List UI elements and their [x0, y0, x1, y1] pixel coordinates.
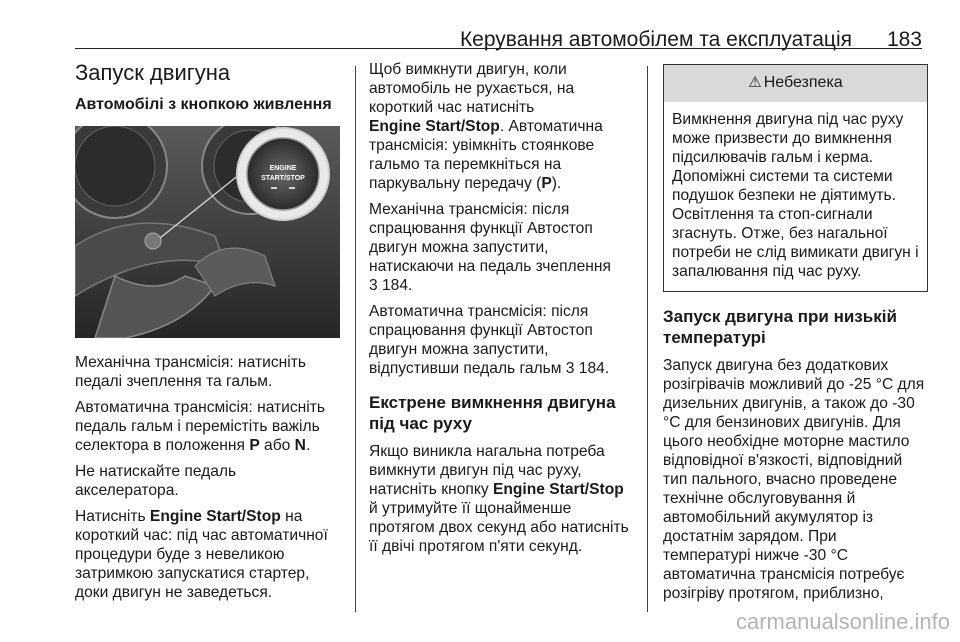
- warning-title: Небезпека: [763, 74, 843, 91]
- warning-text: Вимкнення двигуна під час руху може призвести до вимкнення підсилювачів гальм і керма. Допоміжні системи та системи подушок безпеки не діятимуть. Освітлення та стоп-сигнали згаснуть. Отже, без нагальної потреби не слід вимикати двигун і запалювання під час руху.: [672, 111, 919, 280]
- column-3: [663, 60, 928, 610]
- dashboard-illustration: [75, 126, 340, 338]
- paragraph: Механічна трансмісія: після спрацювання функції Автостоп двигун можна запустити, натискаючи на педаль зчеплення 3 184.: [369, 201, 611, 294]
- button-label-engine: ENGINE: [269, 165, 297, 172]
- paragraph: Не натискайте педаль акселератора.: [75, 463, 237, 499]
- header-rule: [75, 48, 922, 49]
- button-label-startstop: START/STOP: [261, 175, 305, 182]
- column-2: [369, 60, 631, 563]
- paragraph: Щоб вимкнути двигун, коли автомобіль не рухається, на короткий час натисніть Engine Start/Stop. Автоматична трансмісія: увімкніть стоянкове гальмо та перемкніться на паркувальну передачу (P).: [369, 61, 603, 192]
- warning-header: [664, 65, 927, 102]
- paragraph: Автоматична трансмісія: після спрацювання функції Автостоп двигун можна запустити, відпустивши педаль гальм 3 184.: [369, 303, 610, 377]
- section-heading: Запуск двигуна при низькій температурі: [663, 307, 897, 347]
- paragraph: Натисніть Engine Start/Stop на короткий час: під час автоматичної процедури буде з невеликою затримкою запускатися стартер, доки двигун не заведеться.: [75, 508, 328, 601]
- paragraph: Запуск двигуна без додаткових розігрівачів можливий до -25 °C для дизельних двигунів, а також до -30 °C для бензинових двигунів. Для цього необхідне моторне мастило відповідної в'язкості, відповідний тип пального, вчасно проведене технічне обслуговування й автомобільний акумулятор із достатнім зарядом. При температурі нижче -30 °C автоматична трансмісія потребує розігріву протягом, приблизно,: [663, 357, 925, 602]
- section-heading: Екстрене вимкнення двигуна під час руху: [369, 393, 616, 433]
- column-divider: [355, 66, 356, 612]
- column-1: [75, 60, 343, 609]
- engine-start-button-photo: [75, 126, 340, 338]
- warning-box: [663, 64, 928, 292]
- watermark: carmanualsonline.info: [735, 609, 950, 634]
- header-title: Керування автомобілем та експлуатація: [459, 28, 852, 51]
- section-heading: Запуск двигуна: [75, 60, 231, 85]
- paragraph: Якщо виникла нагальна потреба вимкнути двигун під час руху, натисніть кнопку Engine Start/Stop й утримуйте її щонайменше протягом двох секунд або натисніть її двічі протягом п'яти секунд.: [369, 443, 629, 555]
- paragraph: Автоматична трансмісія: натисніть педаль гальм і перемістіть важіль селектора в положення P або N.: [75, 399, 326, 454]
- column-divider: [647, 66, 648, 612]
- page-number: 183: [886, 28, 922, 51]
- warning-triangle-icon: ⚠: [748, 74, 762, 91]
- page-reference-link[interactable]: 3 184.: [369, 277, 413, 294]
- paragraph: Механічна трансмісія: натисніть педалі зчеплення та гальм.: [75, 354, 306, 390]
- page-header: [75, 14, 922, 50]
- subheading: Автомобілі з кнопкою живлення: [75, 96, 332, 113]
